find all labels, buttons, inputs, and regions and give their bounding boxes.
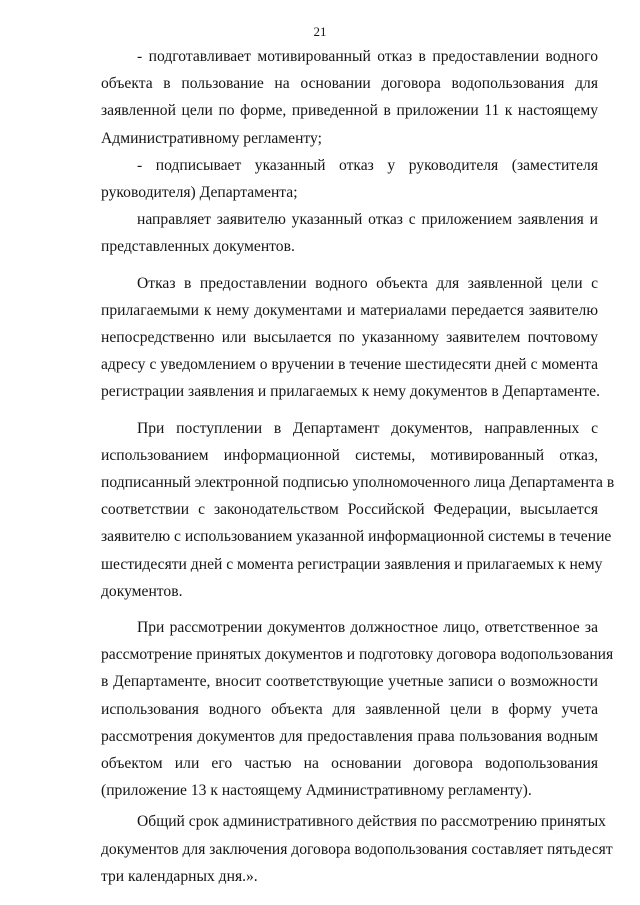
page-number: 21	[313, 24, 327, 39]
text-line: При рассмотрении документов должностное лицо, ответственное за	[137, 619, 598, 637]
text-line: При поступлении в Департамент документов, направленных с	[137, 419, 598, 437]
paragraph-document-review	[101, 614, 614, 804]
text-line: Общий срок административного действия по рассмотрению принятых	[137, 813, 606, 831]
text-line: в Департаменте, вносит соответствующие учетные записи о возможности	[101, 673, 598, 691]
text-line: непосредственно или высылается по указанному заявителем почтовому	[101, 329, 598, 347]
paragraph-send-refusal	[101, 206, 598, 260]
text-line: использованием информационной системы, мотивированный отказ,	[101, 446, 598, 464]
text-line: соответствии с законодательством Российской Федерации, высылается	[101, 501, 598, 519]
document-body	[101, 43, 615, 890]
text-line: - подготавливает мотивированный отказ в предоставлении водного	[137, 48, 598, 65]
text-line: (приложение 13 к настоящему Административному регламенту).	[101, 782, 532, 800]
text-line: объектом или его частью на основании договора водопользования	[101, 755, 598, 773]
text-line: объекта в пользование на основании договора водопользования для	[101, 75, 598, 93]
paragraph-refusal-delivery	[101, 270, 598, 406]
text-line: направляет заявителю указанный отказ с приложением заявления и	[137, 211, 598, 229]
text-line: представленных документов.	[101, 238, 295, 256]
text-line: рассмотрение принятых документов и подготовку договора водопользования	[101, 646, 614, 664]
text-line: Отказ в предоставлении водного объекта для заявленной цели с	[137, 274, 598, 292]
text-line: подписанный электронной подписью уполномоченного лица Департамента в	[101, 474, 615, 492]
text-line: руководителя) Департамента;	[101, 184, 298, 202]
text-line: регистрации заявления и прилагаемых к нему документов в Департаменте.	[101, 383, 600, 401]
text-line: документов для заключения договора водопользования составляет пятьдесят	[101, 840, 613, 858]
paragraph-prepare-refusal	[101, 43, 598, 152]
paragraph-electronic-submission	[101, 415, 615, 605]
scan-speck	[553, 822, 563, 836]
text-line: использования водного объекта для заявленной цели в форму учета	[101, 700, 598, 718]
text-line: заявленной цели по форме, приведенной в приложении 11 к настоящему	[101, 102, 598, 120]
text-line: Административному регламенту;	[101, 129, 322, 147]
paragraph-total-term	[101, 808, 613, 890]
text-line: три календарных дня.».	[101, 867, 258, 885]
text-line: рассмотрения документов для предоставления права пользования водным	[101, 727, 598, 745]
text-line: шестидесяти дней с момента регистрации заявления и прилагаемых к нему	[101, 555, 603, 573]
text-line: прилагаемыми к нему документами и материалами передается заявителю	[101, 301, 598, 319]
paragraph-sign-refusal	[101, 152, 598, 206]
text-line: - подписывает указанный отказ у руководителя (заместителя	[137, 156, 598, 174]
text-line: заявителю с использованием указанной информационной системы в течение	[101, 528, 612, 546]
text-line: документов.	[101, 582, 183, 600]
text-line: адресу с уведомлением о вручении в течение шестидесяти дней с момента	[101, 356, 598, 374]
